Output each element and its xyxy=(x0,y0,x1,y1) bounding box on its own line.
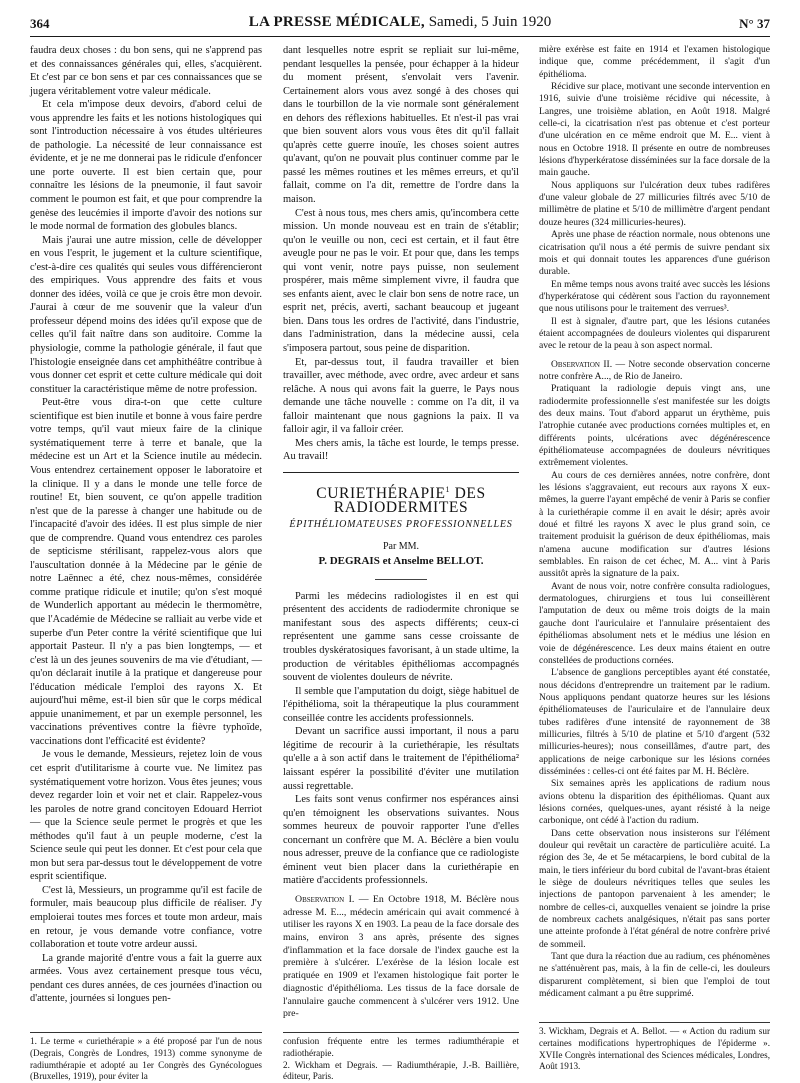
byline-prefix: Par MM. xyxy=(382,540,420,552)
paragraph: Devant un sacrifice aussi important, il nous a paru légitime de recourir à la curiethérapie, les résultats qu'elle a à son actif dans le traitement de l'épithélioma² laissant espérer la possibilité d'éviter une mutilation aussi regrettable. xyxy=(283,726,519,792)
footnotes-2: confusion fréquente entre les termes radiumthérapie et radiothérapie. 2. Wickham et Degrais. — Radiumthérapie, J.-B. Baillière, éditeur, Paris. xyxy=(283,1036,519,1082)
issue-date: Samedi, 5 Juin 1920 xyxy=(428,14,552,30)
title-rule xyxy=(375,579,427,580)
paragraph: Peut-être vous dira-t-on que cette culture scientifique est bien inutile et bonne à vous faire perdre votre temps, qu'il vaut mieux faire de la clinique systématiquement terre à terre et banale, que la médecine est un Art et la Science inutile au médecin. Vous entendrez certainement opposer le laboratoire et la clinique. Il y a dans le monde une telle force de routine! Et, bien souvent, ce qu'on appelle tradition n'est que de la paresse à changer une habitude ou de l'incapacité d'avoir des idées. Il est plus simple de nier que de comprendre. Quand vous entendrez ces paroles de septicisme stérilisant, rappelez-vous alors que l'auscultation donnée à la Médecine par le génie de notre Laënnec a été, chez nous-mêmes, considérée comme pratique ridicule et inutile; qu'on s'est moqué de Wunderlich apportant au médecin le thermomètre, que l'Académie de Médecine se ralliait au verbe vide et superbe d'un Peter contre la vérité scientifique que lui apportait Pasteur. Il n'y a pas bien longtemps, — et c'est là un des jeunes souvenirs de ma vie d'étudiant, — qu'on déclarait inutile à la pratique et dangereuse pour l'éducation médicale l'emploi des rayons X. Et aujourd'hui même, est-il bien sûr que le corps médical appuie unanimement, et par un exemple personnel, les vaccinations préventives contre la fièvre typhoïde, vaccinations dont l'efficacité est évidente? xyxy=(30,397,262,747)
paragraph: faudra deux choses : du bon sens, qui ne s'apprend pas et des connaissances générales qui, elles, s'acquièrent. Et c'est par ce bon sens et par ces connaissances que se jugera véritablement votre valeur médicale. xyxy=(30,45,262,97)
paragraph: Il semble que l'amputation du doigt, siège habituel de l'épithélioma, soit la thérapeutique la plus couramment conseillée contre les accidents professionnels. xyxy=(283,685,519,724)
paragraph: C'est là, Messieurs, un programme qu'il est facile de formuler, mais beaucoup plus difficile de réaliser. J'y emploierai toutes mes forces et toute mon ardeur, mais en retour, je vous demande votre confiance, votre collaboration et toute votre ardeur aussi. xyxy=(30,884,262,951)
issue-number: N° 37 xyxy=(739,16,770,31)
observation-1: Observation I. — En Octobre 1918, M. Béclère nous adresse M. E..., médecin américain qui avait commencé à utiliser les rayons X en 1903. La peau de la face dorsale des mains, environ 3 ans après, présente des signes d'inflammation et la face dorsale de l'index gauche est la première à s'ulcérer. L'exérèse de la lésion locale est pratiquée en 1909 et l'examen histologique fait porter le diagnostic d'épithélioma. Les tissus de la face dorsale de l'annulaire gauche commencent à s'ulcérer vers 1912. Une pre- xyxy=(283,893,519,1020)
article-subtitle: ÉPITHÉLIOMATEUSES PROFESSIONNELLES xyxy=(289,519,513,531)
footnote-rule xyxy=(539,1022,770,1023)
paragraph: mière exérèse est faite en 1914 et l'examen histologique indique que, comme précédemment, il s'agit d'un épithélioma. xyxy=(539,44,770,80)
paragraph: Parmi les médecins radiologistes il en est qui présentent des accidents de radiodermite chronique se manifestant sous des aspects différents; ceux-ci représentent une gamme sans cesse croissante de troubles dyskératosiques favorisant, à un stade ultime, la production de véritables épithéliomas accompagnés souvent de violentes douleurs de névrite. xyxy=(283,590,519,684)
column-3 xyxy=(539,44,770,1024)
article-title: CURIETHÉRAPIE$^1$ DES RADIODERMITES xyxy=(316,484,486,516)
page-header xyxy=(30,14,770,37)
paragraph: Au cours de ces dernières années, notre confrère, dont les lésions s'aggravaient, eut recours aux rayons X eux-mêmes, la guerre l'ayant empêché de venir à Paris se confier à la curiethérapie comme il en avait le désir; après avoir doué et filtré les rayons X avec le plus grand soin, ce traitement produisit la guérison de deux épithéliomas, mais n'amena aucune modification sur d'autres lésions semblables. En raison de cet échec, M. A... vint à Paris aussitôt après la signature de la paix. xyxy=(539,469,770,580)
footnote-rule xyxy=(283,1032,519,1033)
paragraph: Dans cette observation nous insisterons sur l'élément douleur qui revêtait un caractère de particulière acuité. La région des 3e, 4e et 5e métacarpiens, le bord cubital de la main, le tiers inférieur du bord cubital de l'avant-bras étaient le siège de douleurs névritiques telles que seules les injections de pantopon parvenaient à les amender; le nombre de celles-ci, auxquelles venaient se joindre la prise de nombreux cachets analgésiques, n'était pas sans porter une atteinte profonde à l'état général de notre confrère privé de sommeil. xyxy=(539,827,770,950)
paragraph: Récidive sur place, motivant une seconde intervention en 1916, suivie d'une troisième récidive qui nécessite, à Langres, une troisième ablation, en Août 1918. Malgré celle-ci, la cicatrisation n'est pas obtenue et c'est porteur d'une ulcération en ce même endroit que M. E... vient à nous en Octobre 1918. Il présente en outre de nombreuses lésions d'hyperkératose disséminées sur la face dorsale de la main gauche. xyxy=(539,81,770,179)
running-title xyxy=(30,14,770,31)
column-2 xyxy=(283,44,519,1076)
paragraph: Je vous le demande, Messieurs, rejetez loin de vous cet esprit d'utilitarisme à courte vue. Ne limitez pas systématiquement votre horizon. Vous êtes jeunes; vous devez regarder loin et voir net et clair. Rappelez-vous les paroles de notre grand concitoyen Edouard Herriot — que la Science seule permet le progrès et que les méthodes qu'il faut à un peuple moderne, c'est la Science seule qui peut les donner. Et c'est pour cela que mon but sera par-dessus tout le développement de votre esprit scientifique. xyxy=(30,749,262,883)
observation-label: Observation II. xyxy=(551,358,613,370)
paragraph: Et cela m'impose deux devoirs, d'abord celui de vous apprendre les faits et les notions histologiques qui sont l'introduction nécessaire à vos études ultérieures de pathologie. La nécessité de leur connaissance est évidente, et je ne me donnerai pas le ridicule d'enfoncer une porte ouverte. Il est bien certain que, pour connaître les lésions de la pneumonie, il faut savoir comment le poumon est fait, et que pour comprendre la genèse des leucémies il importe d'avoir des notions sur le mode normal de formation des globules blancs. xyxy=(30,99,262,233)
paragraph: Après une phase de réaction normale, nous obtenons une cicatrisation qu'il nous a été permis de suivre pendant six mois et qui donnait toutes les apparences d'une guérison durable. xyxy=(539,229,770,278)
journal-name: LA PRESSE MÉDICALE, xyxy=(248,14,425,30)
paragraph: Et, par-dessus tout, il faudra travailler et bien travailler, avec méthode, avec ordre, avec ardeur et sans relâche. A nous qui avons fait la guerre, le Pays nous demande une tâche nouvelle : comme on l'a dit, il va falloir maintenant que nous gagnions la paix. Il va falloir agir, il va falloir créer. xyxy=(283,356,519,436)
paragraph: Mais j'aurai une autre mission, celle de développer en vous l'esprit, le jugement et la culture scientifique, c'est-à-dire ces qualités qui seules vous différencieront des empiriques. Vous apprendre des faits et vous donner des idées, voilà ce que je crois être mon devoir. J'aurai à cœur de me souvenir que la valeur d'un professeur dépend moins des idées qu'il expose que de celles qu'il fait naître dans son auditoire. Comme la physiologie, comme la pathologie générale, il faut que l'histologie enseignée dans cet amphithéâtre contribue à vous donner cet esprit et cette culture médicale qui doit constituer la caractéristique même de notre profession. xyxy=(30,234,262,395)
page-number: 364 xyxy=(30,16,50,31)
paragraph: Avant de nous voir, notre confrère consulta radiologues, dermatologues, chirurgiens et tous lui conseillèrent l'amputation de deux ou même trois doigts de la main gauche dont l'auriculaire et l'annulaire présentaient des épithéliomas absolument nets et le médius une lésion en voie de dégénérescence. Les deux mains étaient en outre constellées de productions cornées. xyxy=(539,580,770,666)
article-authors: P. DEGRAIS et Anselme BELLOT. xyxy=(318,555,484,568)
column-1 xyxy=(30,44,262,1024)
paragraph: La grande majorité d'entre vous a fait la guerre aux armées. Vous avez certainement presque tous vécu, pendant ces dures années, de ces journées d'inaction ou d'attente, journées si longues pen- xyxy=(30,952,262,1005)
paragraph: Tant que dura la réaction due au radium, ces phénomènes ne s'atténuèrent pas, mais, à la fin de celle-ci, les douleurs disparurent complètement, si bien que l'emploi de tout médicament calmant a pu être supprimé. xyxy=(539,951,770,1000)
footnote-3: 3. Wickham, Degrais et A. Bellot. — « Action du radium sur certaines modifications hypertrophiques de l'épiderme ». XVIIe Congrès international des Sciences médicales, Londres, Août 1913. xyxy=(539,1026,770,1072)
paragraph: Il est à signaler, d'autre part, que les lésions cutanées étaient accompagnées de douleurs violentes qui disparurent avec le retour de la peau à son aspect normal. xyxy=(539,315,770,352)
paragraph: Les faits sont venus confirmer nos espérances ainsi qu'en témoignent les observations suivantes. Nous sommes heureux de pouvoir rapporter l'une d'elles concernant un confrère que M. A. Béclère a bien voulu nous adresser, preuve de la confiance que ce radiologiste éminent veut bien placer dans la curiethérapie en matière d'accidents professionnels. xyxy=(283,794,519,887)
paragraph: dant lesquelles notre esprit se repliait sur lui-même, pendant lesquelles la pensée, pour échapper à la hideur du moment présent, s'envolait vers l'avenir. Certainement alors vous avez songé à des choses qui dans le tourbillon de la vie normale sont généralement en dehors des réflexions habituelles. Et n'est-il pas vrai que bien souvent alors vous vous êtes dit qu'il fallait qu'après cette guerre inouïe, les choses soient autres qu'avant, qu'on ne pouvait plus continuer comme par le passé les mêmes routines et les mêmes erreurs, et qu'il fallait, comme on l'a dit, remettre de l'ordre dans la maison. xyxy=(283,45,519,206)
paragraph: L'absence de ganglions perceptibles ayant été constatée, nous décidons d'entreprendre un traitement par le radium. Nous appliquons pendant quatorze heures sur les lésions épithéliomateuses de l'auriculaire et de l'annulaire deux tubes radifères d'une intensité de rayonnement de 38 millicuries, filtrés à 5/10 de platine et 5/10 d'argent (532 millicuries-heures); nous conseillâmes, d'autre part, des applications de neige carbonique sur les lésions cornées disséminées : celles-ci ont été faites par M. H. Béclère. xyxy=(539,667,770,777)
section-divider xyxy=(283,472,519,473)
footnote-1: 1. Le terme « curiethérapie » a été proposé par l'un de nous (Degrais, Congrès de Londres, 1913) comme synonyme de radiumthérapie et adopté au 1er Congrès des Gynécologues (Bruxelles, 1919), pour éviter la xyxy=(30,1036,262,1082)
paragraph: Mes chers amis, la tâche est lourde, le temps presse. Au travail! xyxy=(283,437,519,463)
observation-2: Observation II. — Notre seconde observation concerne notre confrère A..., de Rio de Janeiro. xyxy=(539,358,770,382)
footnote-rule xyxy=(30,1032,262,1033)
paragraph: En même temps nous avons traité avec succès les lésions d'hyperkératose qui cédèrent sous l'action du rayonnement que nous utilisons pour le traitement des verrues³. xyxy=(539,278,770,315)
observation-label: Observation I. xyxy=(295,893,355,905)
paragraph: Six semaines après les applications de radium nous avions obtenu la disparition des épithéliomas. Quant aux lésions cornées, quelques-unes, ayant résisté à la neige carbonique, ont cédé à l'action du radium. xyxy=(539,778,770,827)
paragraph: C'est à nous tous, mes chers amis, qu'incombera cette mission. Un monde nouveau est en train de s'établir; qu'on le veuille ou non, ceci est certain, et il faut être aveugle pour ne pas le voir. Et pour que, dans les temps qui vont venir, notre pays puisse, non seulement prospérer, mais même simplement vivre, il faudra que ses enfants aient, avec le clair bon sens de notre race, un esprit net, précis, averti, sachant beaucoup et jugeant bien. Dans tous les ordres de l'activité, dans l'industrie, dans l'administration, dans la médecine aussi, cela s'imposera partout, sous peine de disparition. xyxy=(283,207,519,355)
paragraph: Nous appliquons sur l'ulcération deux tubes radifères d'une valeur globale de 27 millicuries filtrés avec 5/10 de millimètre de platine et 5/10 de millimètre d'argent pendant douze heures (324 millicuries-heures). xyxy=(539,179,770,228)
paragraph: Pratiquant la radiologie depuis vingt ans, une radiodermite professionnelle s'est manifestée sur les doigts des deux mains. Tout d'abord apparut un érythème, puis l'atrophie cutanée avec productions cornées multiples et, en différents points, ulcérations avec dégénérescence épithéliomateuse accompagnées de douleurs névritiques extrêmement violentes. xyxy=(539,383,770,469)
